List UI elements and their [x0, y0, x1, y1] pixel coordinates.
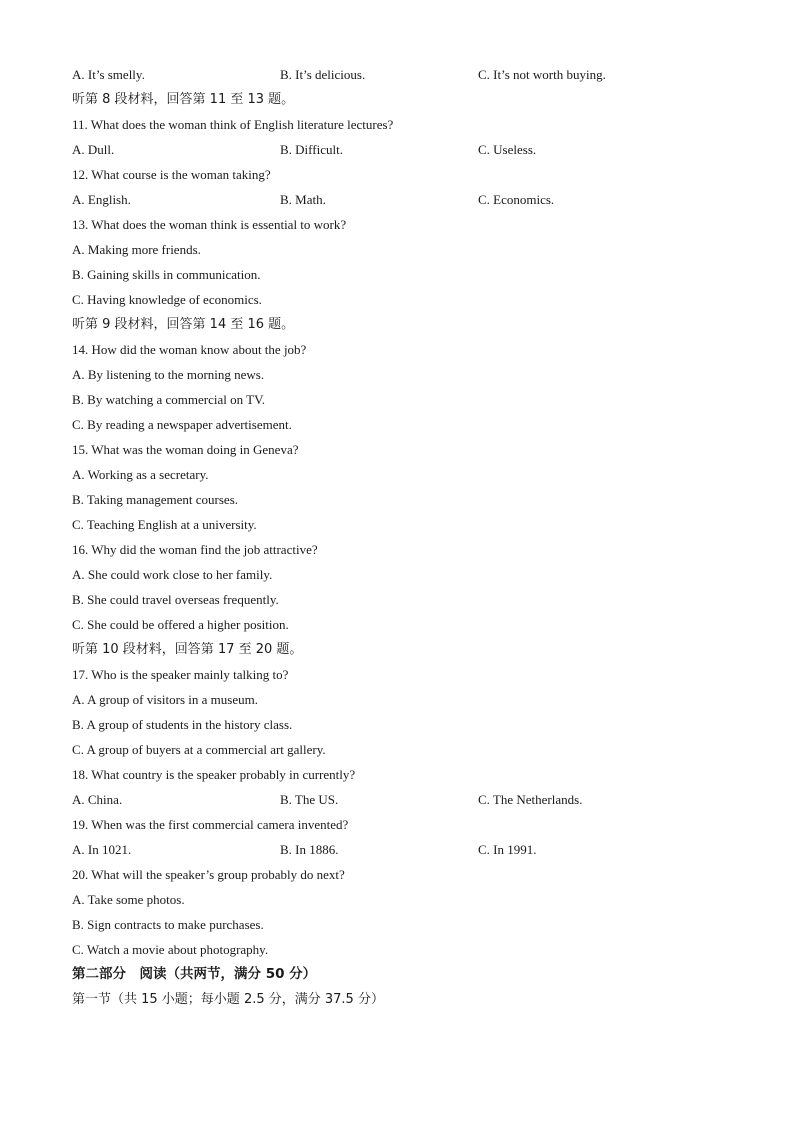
option-b: B. She could travel overseas frequently.: [72, 592, 279, 607]
options-row: [72, 137, 732, 162]
option-a: A. Dull.: [72, 142, 115, 157]
question-11: 11. What does the woman think of English literature lectures?: [72, 117, 394, 132]
option-c: C. Watch a movie about photography.: [72, 942, 269, 957]
option-b: B. Gaining skills in communication.: [72, 267, 261, 282]
option-b: B. By watching a commercial on TV.: [72, 392, 266, 407]
subsection-heading: 第一节（共 15 小题；每小题 2.5 分，满分 37.5 分）: [72, 992, 384, 1007]
option-c: C. In 1991.: [478, 842, 537, 857]
options-row: [72, 62, 732, 87]
option-c: C. Having knowledge of economics.: [72, 292, 262, 307]
options-row: [72, 187, 732, 212]
option-a: A. Take some photos.: [72, 892, 185, 907]
option-a: A. A group of visitors in a museum.: [72, 692, 258, 707]
question-14: 14. How did the woman know about the job?: [72, 342, 307, 357]
option-b: B. Math.: [280, 192, 326, 207]
option-a: A. Making more friends.: [72, 242, 201, 257]
question-19: 19. When was the first commercial camera invented?: [72, 817, 349, 832]
option-b: B. Sign contracts to make purchases.: [72, 917, 264, 932]
option-b: B. A group of students in the history class.: [72, 717, 293, 732]
part-heading: 第二部分 阅读（共两节，满分 50 分）: [72, 966, 317, 982]
option-b: B. Difficult.: [280, 142, 343, 157]
option-c: C. It’s not worth buying.: [478, 67, 606, 82]
option-c: C. Useless.: [478, 142, 537, 157]
section-instruction: 听第 8 段材料，回答第 11 至 13 题。: [72, 92, 295, 107]
option-b: B. It’s delicious.: [280, 67, 366, 82]
section-instruction: 听第 10 段材料，回答第 17 至 20 题。: [72, 642, 303, 657]
option-c: C. She could be offered a higher position.: [72, 617, 289, 632]
option-c: C. The Netherlands.: [478, 792, 583, 807]
question-12: 12. What course is the woman taking?: [72, 167, 271, 182]
option-a: A. She could work close to her family.: [72, 567, 273, 582]
option-b: B. The US.: [280, 792, 339, 807]
options-row: [72, 787, 732, 812]
option-c: C. Teaching English at a university.: [72, 517, 257, 532]
option-a: A. China.: [72, 792, 123, 807]
question-15: 15. What was the woman doing in Geneva?: [72, 442, 299, 457]
question-13: 13. What does the woman think is essential to work?: [72, 217, 347, 232]
question-18: 18. What country is the speaker probably in currently?: [72, 767, 356, 782]
option-a: A. By listening to the morning news.: [72, 367, 265, 382]
option-b: B. In 1886.: [280, 842, 339, 857]
option-a: A. In 1021.: [72, 842, 132, 857]
question-17: 17. Who is the speaker mainly talking to?: [72, 667, 289, 682]
exam-page: [72, 62, 732, 1012]
option-c: C. A group of buyers at a commercial art gallery.: [72, 742, 326, 757]
question-16: 16. Why did the woman find the job attractive?: [72, 542, 318, 557]
option-a: A. English.: [72, 192, 131, 207]
option-a: A. It’s smelly.: [72, 67, 145, 82]
option-b: B. Taking management courses.: [72, 492, 239, 507]
question-20: 20. What will the speaker’s group probably do next?: [72, 867, 345, 882]
section-instruction: 听第 9 段材料，回答第 14 至 16 题。: [72, 317, 295, 332]
option-c: C. By reading a newspaper advertisement.: [72, 417, 292, 432]
option-c: C. Economics.: [478, 192, 555, 207]
options-row: [72, 837, 732, 862]
option-a: A. Working as a secretary.: [72, 467, 209, 482]
